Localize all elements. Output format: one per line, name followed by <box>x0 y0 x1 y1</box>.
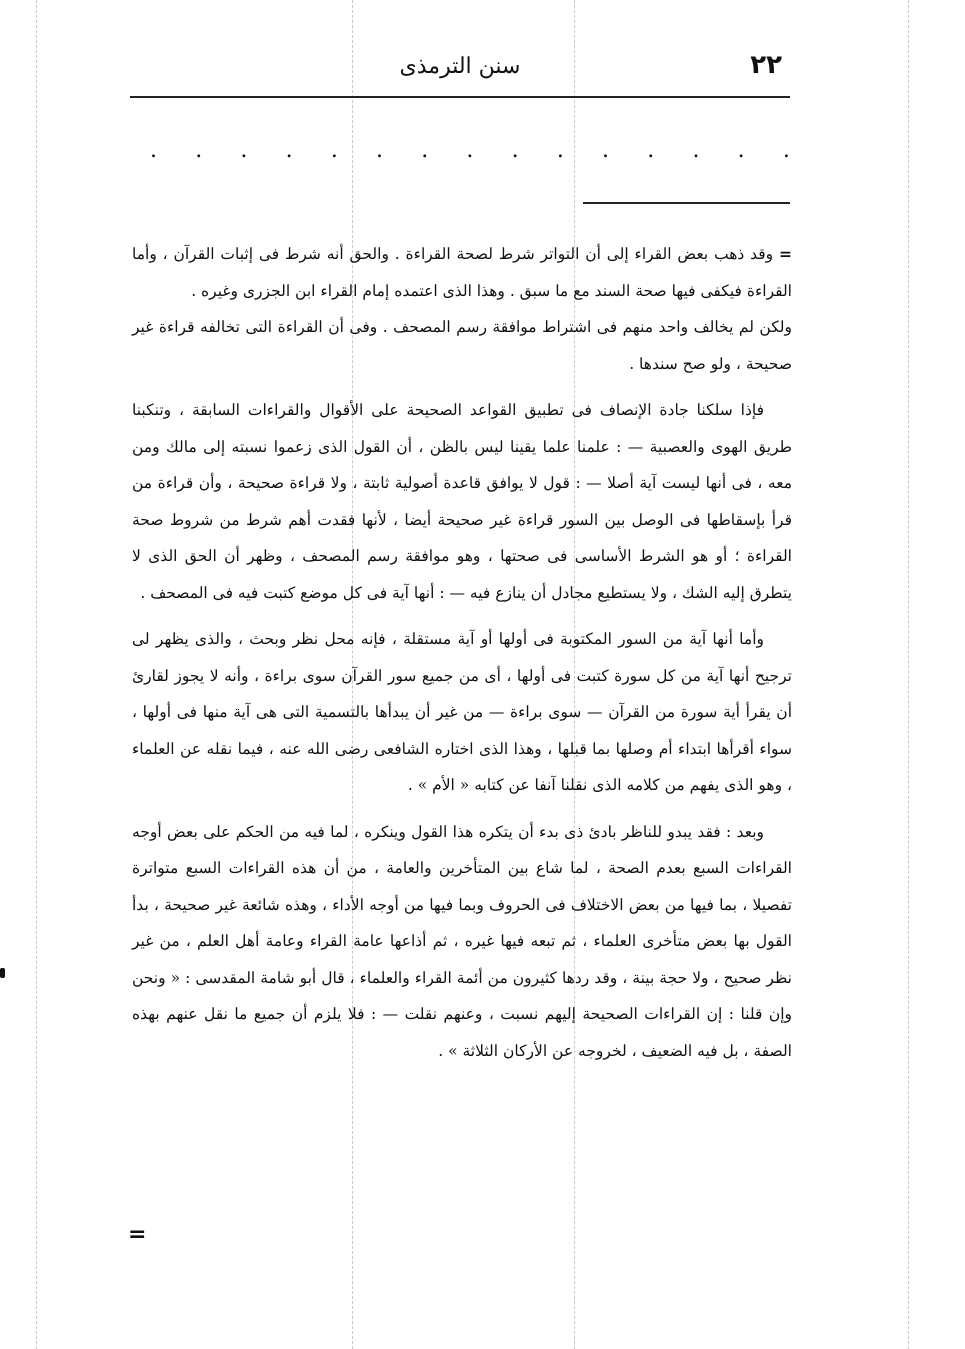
footnote-paragraph <box>132 236 792 309</box>
omission-dot: . <box>737 138 745 163</box>
footnote-separator-rule <box>583 202 790 204</box>
scan-artifact-line <box>36 0 37 1349</box>
omission-dot: . <box>240 138 248 163</box>
running-title: سنن الترمذى <box>399 54 521 79</box>
omission-dot: . <box>511 138 519 163</box>
omission-dot: . <box>466 138 474 163</box>
footnote-body <box>132 236 792 1069</box>
omission-dot: . <box>647 138 655 163</box>
footnote-paragraph: فإذا سلكنا جادة الإنصاف فى تطبيق القواعد الصحيحة على الأقوال والقراءات السابقة ، وتنكبنا طريق الهوى والعصبية — : علمنا علما يقينا ليس بالظن ، أن القول الذى زعموا نسبته إلى مالك ومن معه ، فى أنها ليست آية أصلا — : قول لا يوافق قاعدة أصولية ثابتة ، ولا قراءة صحيحة ، وأن قراءة من قرأ بإسقاطها فى الوصل بين السور قراءة غير صحيحة أيضا ، لأنها فقدت أهم شرط من شروط صحة القراءة ؛ أو هو الشرط الأساسى فى صحتها ، وهو موافقة رسم المصحف ، وظهر أن الحق الذى لا يتطرق إليه الشك ، ولا يستطيع مجادل أن ينازع فيه — : أنها آية فى كل موضع كتبت فيه فى المصحف . <box>132 401 792 602</box>
continuation-mark: = <box>779 245 793 263</box>
scan-artifact-line <box>908 0 909 1349</box>
omission-dot: . <box>285 138 293 163</box>
omission-dot: . <box>782 138 790 163</box>
footnote-paragraph: وأما أنها آية من السور المكتوبة فى أولها أو آية مستقلة ، فإنه محل نظر وبحث ، والذى يظهر لى ترجيح أنها آية من كل سورة كتبت فى أولها ، أى من جميع سور القرآن سوى براءة ، وأنه لا يجوز لقارئ أن يقرأ أية سورة من القرآن — سوى براءة — من غير أن يبدأها بالتسمية التى هى آية منها فى أولها ، سواء أقرأها ابتداء أم وصلها بما قبلها ، وهذا الذى اختاره الشافعى رضى الله عنه ، فيما نقله عن العلماء ، وهو الذى يفهم من كلامه الذى نقلنا آنفا عن كتابه « الأم » . <box>132 630 792 794</box>
omission-dot: . <box>421 138 429 163</box>
omission-dot: . <box>692 138 700 163</box>
omission-dot: . <box>602 138 610 163</box>
footnote-paragraph: ولكن لم يخالف واحد منهم فى اشتراط موافقة رسم المصحف . وفى أن القراءة التى تخالفه قراءة غير صحيحة ، ولو صح سندها . <box>132 318 792 373</box>
continuation-end-mark: = <box>128 1222 147 1247</box>
omission-dot: . <box>376 138 384 163</box>
omission-dot: . <box>150 138 157 163</box>
page-header <box>130 50 790 98</box>
header-rule <box>130 96 790 98</box>
omission-dot: . <box>195 138 203 163</box>
page-number: ٢٢ <box>750 50 782 80</box>
margin-mark <box>0 968 5 978</box>
footnote-paragraph: وبعد : فقد يبدو للناظر بادئ ذى بدء أن يتكره هذا القول وينكره ، لما فيه من الحكم على بعض أوجه القراءات السبع بعدم الصحة ، لما شاع بين المتأخرين والعامة ، من أن هذه القراءات السبع متواترة تفصيلا ، بما فيها من بعض الاختلاف فى الحروف وبما فيها من أوجه الأداء ، وهذه شائعة غير صحيحة ، بدأ القول بها بعض متأخرى العلماء ، ثم تبعه فيها غيره ، ثم أذاعها عامة القراء وعامة أهل العلم ، من غير نظر صحيح ، ولا حجة بينة ، وقد ردها كثيرون من أئمة القراء والعلماء ، قال أبو شامة المقدسى : « ونحن وإن قلنا : إن القراءات الصحيحة إليهم نسبت ، وعنهم نقلت — : فلا يلزم أن جميع ما نقل عنهم بهذه الصفة ، بل فيه الضعيف ، لخروجه عن الأركان الثلاثة » . <box>132 822 792 1060</box>
paragraph-text: وقد ذهب بعض القراء إلى أن التواتر شرط لصحة القراءة . والحق أنه شرط فى إثبات القرآن ، وأما القراءة فيكفى فيها صحة السند مع ما سبق . وهذا الذى اعتمده إمام القراء ابن الجزرى وغيره . <box>132 245 792 300</box>
omission-dot: . <box>330 138 338 163</box>
omission-dot: . <box>556 138 564 163</box>
omission-dots <box>150 138 790 163</box>
